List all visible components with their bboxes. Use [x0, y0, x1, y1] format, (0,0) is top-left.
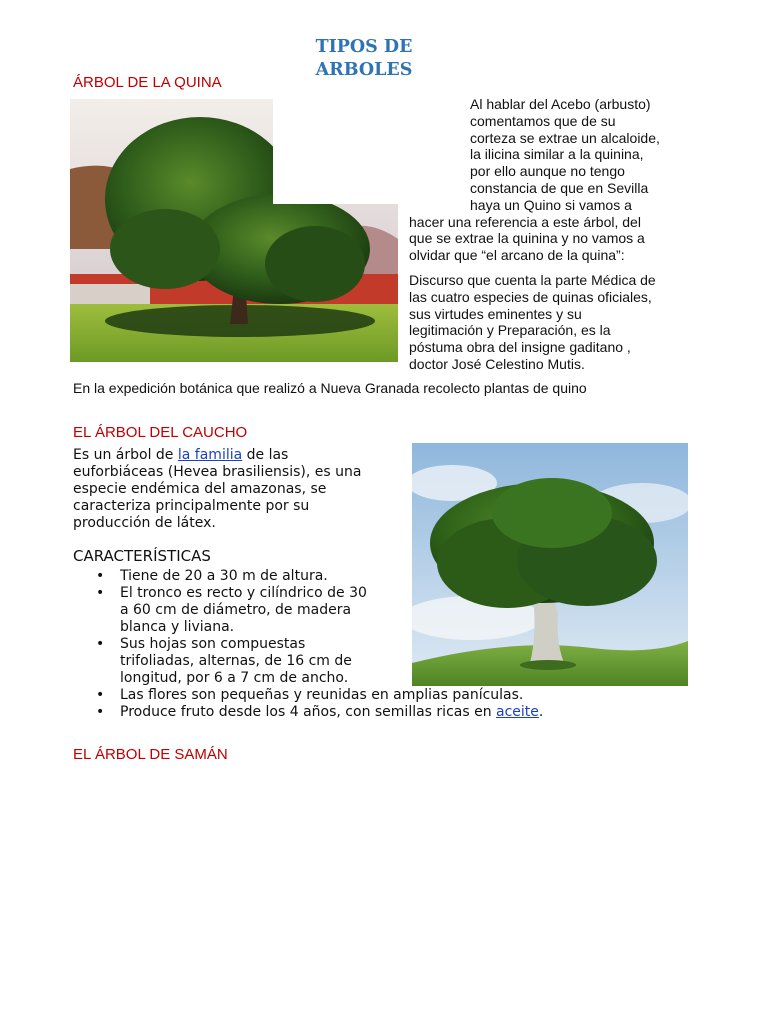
- caucho-intro-line: especie endémica del amazonas, se: [73, 481, 327, 497]
- list-item: [96, 687, 543, 704]
- quina-p2-line: póstuma obra del insigne gaditano ,: [409, 339, 631, 356]
- la-familia-link[interactable]: la familia: [177, 447, 243, 463]
- quina-p1-line: constancia de que en Sevilla: [470, 179, 649, 196]
- list-item-text: longitud, por 6 a 7 cm de ancho.: [120, 670, 349, 686]
- quina-p1-line: Al hablar del Acebo (arbusto): [470, 96, 651, 112]
- list-item: [96, 704, 543, 721]
- title-line-2: ARBOLES: [315, 60, 413, 80]
- caucho-intro-line: [73, 447, 361, 464]
- section-heading-caucho: EL ÁRBOL DEL CAUCHO: [73, 424, 248, 441]
- caucho-intro-line: caracteriza principalmente por su: [73, 498, 310, 514]
- quina-p2-line: sus virtudes eminentes y su: [409, 305, 582, 322]
- list-item-text: trifoliadas, alternas, de 16 cm de: [120, 653, 352, 669]
- list-item-text: .: [538, 704, 544, 720]
- quina-tree-illustration: [70, 99, 398, 362]
- quina-paragraph-3: En la expedición botánica que realizó a Nueva Granada recolecto plantas de quino: [73, 380, 587, 396]
- quina-tree-image: [70, 99, 398, 362]
- quina-p2-line: Discurso que cuenta la parte Médica de: [409, 272, 656, 288]
- quina-p1-line: por ello aunque no tengo: [470, 163, 625, 180]
- caucho-tree-image: [412, 443, 688, 686]
- quina-p1-line: hacer una referencia a este árbol, del: [409, 213, 641, 230]
- quina-p1-line: la ilicina similar a la quinina,: [470, 146, 644, 163]
- caucho-intro: [73, 447, 361, 532]
- caucho-tree-illustration: [412, 443, 688, 686]
- caucho-intro-line: euforbiáceas (Hevea brasiliensis), es una: [73, 464, 362, 480]
- title-line-1: TIPOS DE: [315, 37, 413, 57]
- list-item-text: • Las flores son pequeñas y reunidas en amplias panículas.: [120, 687, 524, 703]
- list-item-text: • El tronco es recto y cilíndrico de 30: [120, 585, 367, 601]
- document-title: [296, 36, 432, 82]
- caucho-intro-line: producción de látex.: [73, 515, 216, 531]
- list-item-text: • Sus hojas son compuestas: [120, 636, 306, 652]
- caracteristicas-subheading: CARACTERÍSTICAS: [73, 547, 211, 565]
- quina-p2-line: doctor José Celestino Mutis.: [409, 355, 585, 372]
- list-item-text: • Tiene de 20 a 30 m de altura.: [120, 568, 328, 584]
- caucho-intro-text: de las: [242, 447, 289, 463]
- quina-p2-line: las cuatro especies de quinas oficiales,: [409, 288, 652, 305]
- quina-paragraph-2: [409, 272, 656, 373]
- quina-p1-line: comentamos que de su: [470, 112, 616, 129]
- quina-p1-line: corteza se extrae un alcaloide,: [470, 129, 660, 146]
- aceite-link[interactable]: aceite: [496, 704, 539, 720]
- caucho-intro-text: Es un árbol de: [73, 447, 178, 463]
- list-item-text: blanca y liviana.: [120, 619, 235, 635]
- list-item-text: Produce fruto desde los 4 años, con semillas ricas en: [120, 704, 497, 720]
- list-item-text: a 60 cm de diámetro, de madera: [120, 602, 352, 618]
- quina-p1-line: olvidar que “el arcano de la quina”:: [409, 247, 625, 264]
- quina-p1-line: que se extrae la quinina y no vamos a: [409, 230, 645, 247]
- quina-p2-line: legitimación y Preparación, es la: [409, 322, 611, 339]
- section-heading-saman: EL ÁRBOL DE SAMÁN: [73, 746, 228, 763]
- quina-p1-line: haya un Quino si vamos a: [470, 196, 632, 213]
- section-heading-quina: ÁRBOL DE LA QUINA: [73, 74, 222, 91]
- quina-paragraph-1: [409, 96, 660, 264]
